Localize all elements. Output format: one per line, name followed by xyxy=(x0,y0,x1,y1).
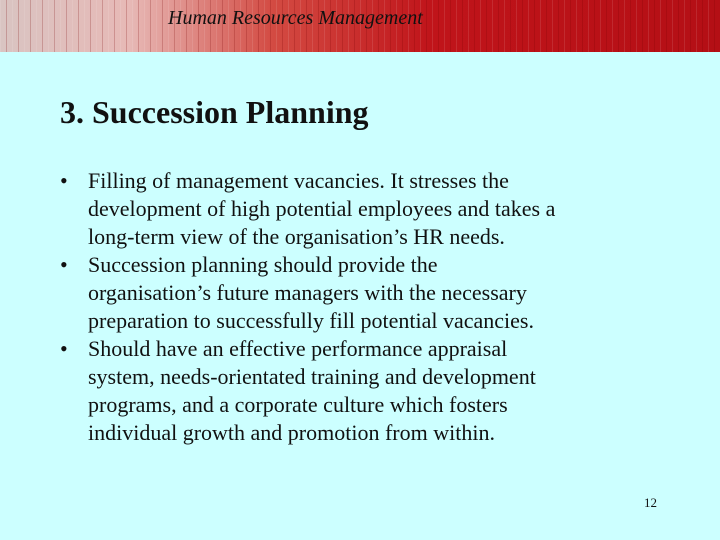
bullet-line: preparation to successfully fill potential vacancies. xyxy=(88,308,534,333)
bullet-item-2 xyxy=(60,251,680,335)
bullet-mark: • xyxy=(60,252,68,277)
bullet-line: programs, and a corporate culture which fosters xyxy=(88,392,508,417)
bullet-line: system, needs-orientated training and development xyxy=(88,364,536,389)
bullet-mark: • xyxy=(60,168,68,193)
bullet-line: long-term view of the organisation’s HR needs. xyxy=(88,224,505,249)
bullet-item-1 xyxy=(60,167,680,251)
bullet-mark: • xyxy=(60,336,68,361)
bullet-line: development of high potential employees and takes a xyxy=(88,196,556,221)
bullet-item-3 xyxy=(60,335,680,447)
header-title: Human Resources Management xyxy=(168,7,423,29)
bullet-line: Filling of management vacancies. It stresses the xyxy=(88,168,509,193)
bullet-line: Succession planning should provide the xyxy=(88,252,438,277)
bullet-line: organisation’s future managers with the necessary xyxy=(88,280,527,305)
bullet-list xyxy=(60,167,680,447)
slide-title: 3. Succession Planning xyxy=(60,94,369,130)
page-number: 12 xyxy=(644,495,657,510)
bullet-line: Should have an effective performance appraisal xyxy=(88,336,508,361)
bullet-line: individual growth and promotion from within. xyxy=(88,420,495,445)
